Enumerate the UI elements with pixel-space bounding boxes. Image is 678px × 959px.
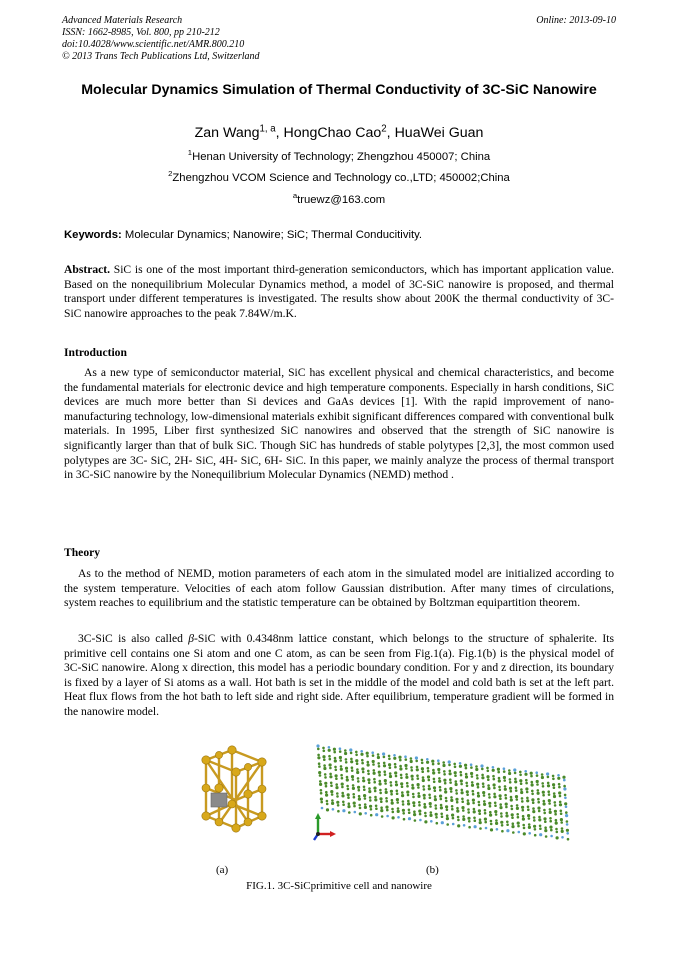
journal-name: Advanced Materials Research <box>62 15 183 26</box>
affiliation-marker: 2 <box>168 169 173 179</box>
nanowire-figure <box>312 738 574 848</box>
copyright-line: © 2013 Trans Tech Publications Ltd, Switzerland <box>62 51 260 62</box>
author-name: HuaWei Guan <box>394 125 484 141</box>
coordinate-axes-icon <box>310 812 338 842</box>
issn-line: ISSN: 1662-8985, Vol. 800, pp 210-212 <box>62 27 220 38</box>
affiliation-marker: 1 <box>187 148 193 158</box>
introduction-heading: Introduction <box>64 346 127 359</box>
author-name: Zan Wang <box>194 125 260 141</box>
nanowire-lattice <box>316 744 569 840</box>
keywords-text: Molecular Dynamics; Nanowire; SiC; Thermal Conducitivity. <box>121 229 423 241</box>
email-link[interactable]: truewz@163.com <box>297 194 386 206</box>
abstract <box>64 263 614 321</box>
author-separator: , <box>386 125 395 141</box>
doi-line: doi:10.4028/www.scientific.net/AMR.800.210 <box>62 39 245 50</box>
cell-bonds <box>206 750 262 828</box>
keywords-label: Keywords: <box>64 229 122 241</box>
affiliation-2 <box>64 171 614 185</box>
author-superscript: 1, a <box>259 123 276 135</box>
affiliation-text: Henan University of Technology; Zhengzhou 450007; China <box>192 151 491 163</box>
primitive-cell-figure <box>192 744 278 840</box>
paper-title: Molecular Dynamics Simulation of Thermal Conductivity of 3C-SiC Nanowire <box>81 82 597 98</box>
online-date: Online: 2013-09-10 <box>536 15 616 26</box>
author-separator: , <box>275 125 284 141</box>
abstract-label: Abstract. <box>64 263 111 276</box>
figure-caption: FIG.1. 3C-SiCprimitive cell and nanowire <box>246 880 432 892</box>
affiliation-1 <box>64 150 614 164</box>
beta-symbol: β <box>188 632 195 645</box>
author-name: HongChao Cao <box>283 125 382 141</box>
theory-paragraph-2 <box>64 632 614 720</box>
journal-header <box>62 15 616 63</box>
affiliation-email <box>64 193 614 207</box>
c-atom <box>211 793 227 807</box>
theory-text: 3C-SiC is also called <box>78 632 189 645</box>
affiliation-marker: a <box>292 191 298 201</box>
introduction-paragraph: As a new type of semiconductor material, SiC has excellent physical and chemical characteristics, and become the fundamental materials for electronic device and high temperature components. Especially in harsh conditions, SiC devices are much more better than Si devices and GaAs devices [1]. With the rapid improvement of nano-manufacturing technology, low-dimensional materials exhibit significant differences compared with conventional bulk materials. In 1995, Liber first synthesized SiC nanowires and observed that the strength of SiC nanowire is significantly larger than that of bulk SiC. Though SiC has hundreds of stable polytypes [2,3], the most common used polytypes are 3C- SiC, 2H- SiC, 4H- SiC, 6H- SiC. In this paper, we mainly analyze the process of thermal transport in 3C-SiC nanowire by the Nonequilibrium Molecular Dynamics (NEMD) method . <box>64 366 614 482</box>
figure-label-b: (b) <box>426 864 439 876</box>
author-list <box>64 124 614 142</box>
theory-heading: Theory <box>64 546 101 559</box>
theory-paragraph-1: As to the method of NEMD, motion parameters of each atom in the simulated model are initialized according to the system temperature. Velocities of each atom follow Gaussian distribution. After many times of circulations, system reaches to equilibrium and the statistic temperature can be obtained by Boltzman equipartition theorem. <box>64 567 614 610</box>
theory-text: -SiC with 0.4348nm lattice constant, which belongs to the structure of sphalerite. Its primitive cell contains one Si atom and one C atom, as can be seen from Fig.1(a). Fig.1(b) is the physical model of 3C-SiC nanowire. Along x direction, this model has a periodic boundary condition. For y and z direction, its boundary is fixed by a layer of Si atoms as a wall. Hot bath is set in the middle of the model and cold bath is set at the left part. Heat flux flows from the hot bath to left side and right side. After equilibrium, temperature gradient will be formed in the nanowire model. <box>64 632 614 718</box>
abstract-text: SiC is one of the most important third-generation semiconductors, which has important application value. Based on the nonequilibrium Molecular Dynamics method, a model of 3C-SiC nanowire is proposed, and thermal transport under different temperatures is investigated. The results show about 200K the thermal conductivity of 3C-SiC nanowire approaches to the peak 7.84W/m.K. <box>64 263 614 320</box>
affiliation-text: Zhengzhou VCOM Science and Technology co.,LTD; 450002;China <box>172 172 510 184</box>
author-superscript: 2 <box>381 123 387 135</box>
figure-label-a: (a) <box>216 864 229 876</box>
keywords <box>64 228 614 242</box>
